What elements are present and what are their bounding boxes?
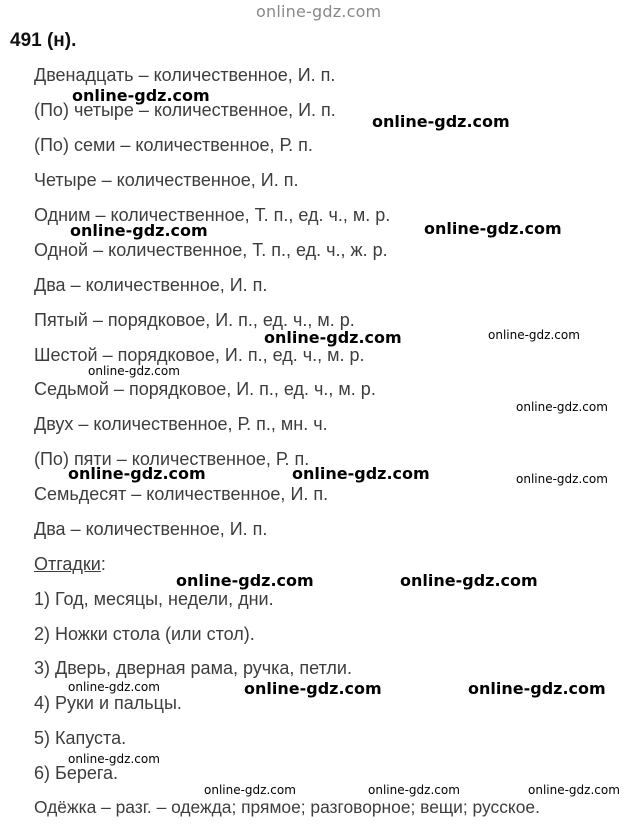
answer-line: Два – количественное, И. п.	[34, 519, 268, 539]
watermark: online-gdz.com	[468, 679, 606, 698]
watermark: online-gdz.com	[264, 328, 402, 347]
watermark: online-gdz.com	[70, 221, 208, 240]
watermark: online-gdz.com	[528, 783, 620, 797]
watermark-top: online-gdz.com	[256, 2, 382, 21]
watermark: online-gdz.com	[88, 364, 180, 378]
answer-line: Двенадцать – количественное, И. п.	[34, 65, 336, 85]
watermark: online-gdz.com	[488, 328, 580, 342]
answer-line: (По) четыре – количественное, И. п.	[34, 100, 336, 120]
riddle-answer: 6) Берега.	[34, 763, 119, 783]
riddle-answer: 1) Год, месяцы, недели, дни.	[34, 589, 274, 609]
answer-line: (По) пяти – количественное, Р. п.	[34, 449, 310, 469]
answer-line: Двух – количественное, Р. п., мн. ч.	[34, 414, 328, 434]
watermark: online-gdz.com	[204, 783, 296, 797]
riddle-answer: 2) Ножки стола (или стол).	[34, 624, 255, 644]
footer-line: Одёжка – разг. – одежда; прямое; разговорное; вещи; русское.	[34, 797, 540, 817]
riddle-answer: 3) Дверь, дверная рама, ручка, петли.	[34, 658, 352, 678]
answer-line: Четыре – количественное, И. п.	[34, 170, 299, 190]
riddles-heading-text: Отгадки	[34, 554, 101, 574]
watermark: online-gdz.com	[68, 752, 160, 766]
riddles-heading-colon: :	[100, 554, 106, 574]
answer-line: Два – количественное, И. п.	[34, 275, 268, 295]
answer-line: Пятый – порядковое, И. п., ед. ч., м. р.	[34, 310, 355, 330]
watermark: online-gdz.com	[292, 464, 430, 483]
watermark: online-gdz.com	[516, 472, 608, 486]
watermark: online-gdz.com	[516, 400, 608, 414]
watermark: online-gdz.com	[68, 680, 160, 694]
watermark: online-gdz.com	[372, 112, 510, 131]
answer-line: Седьмой – порядковое, И. п., ед. ч., м. р.	[34, 379, 376, 399]
watermark: online-gdz.com	[68, 464, 206, 483]
answer-line: Одной – количественное, Т. п., ед. ч., ж. р.	[34, 240, 388, 260]
answer-line: Шестой – порядковое, И. п., ед. ч., м. р.	[34, 345, 365, 365]
watermark: online-gdz.com	[368, 783, 460, 797]
watermark: online-gdz.com	[424, 219, 562, 238]
watermark: online-gdz.com	[176, 571, 314, 590]
answer-line: (По) семи – количественное, Р. п.	[34, 135, 313, 155]
answer-line: Одним – количественное, Т. п., ед. ч., м. р.	[34, 205, 391, 225]
watermark: online-gdz.com	[400, 571, 538, 590]
answer-line: Семьдесят – количественное, И. п.	[34, 484, 329, 504]
riddle-answer: 4) Руки и пальцы.	[34, 693, 182, 713]
watermark: online-gdz.com	[72, 86, 210, 105]
riddles-heading	[34, 553, 106, 575]
exercise-number: 491 (н).	[10, 30, 77, 51]
riddle-answer: 5) Капуста.	[34, 728, 127, 748]
watermark: online-gdz.com	[244, 679, 382, 698]
